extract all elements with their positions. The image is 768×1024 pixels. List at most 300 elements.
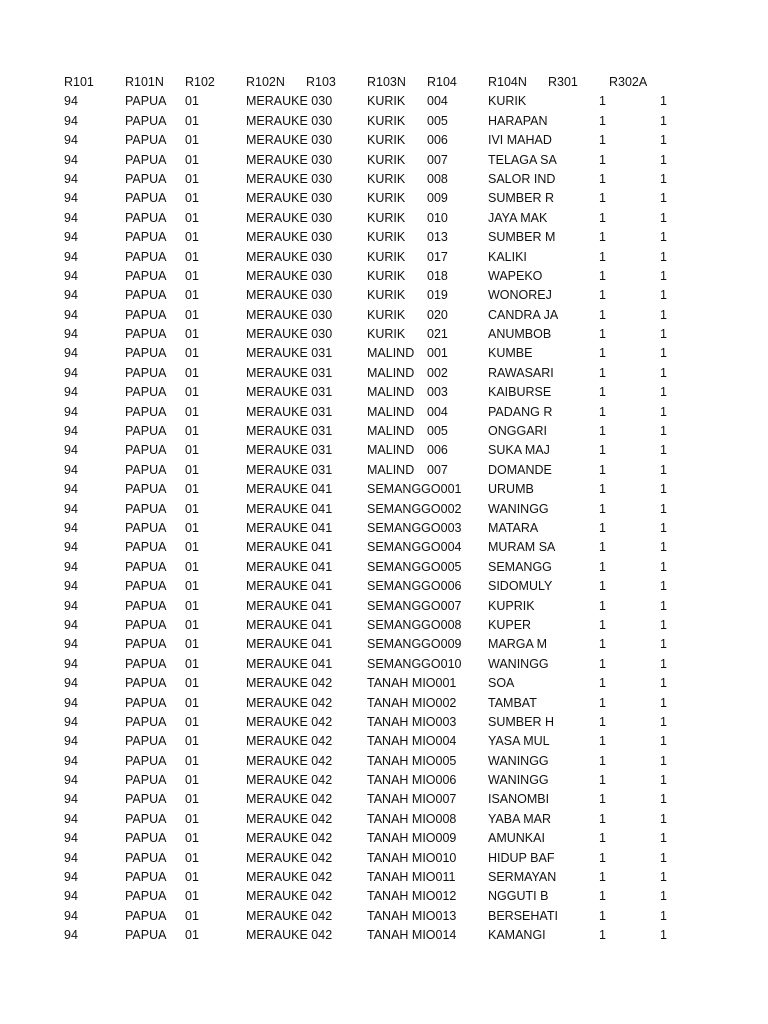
table-cell[interactable]: URUMB	[488, 482, 534, 497]
column-header[interactable]: R302A	[609, 75, 648, 89]
table-cell[interactable]: 1	[660, 637, 667, 652]
table-cell[interactable]: PAPUA	[125, 889, 167, 904]
table-cell[interactable]: PAPUA	[125, 424, 167, 439]
table-cell[interactable]: 1	[599, 346, 606, 361]
table-cell[interactable]: SEMANGGO007	[367, 598, 462, 613]
table-cell[interactable]: 1	[660, 714, 667, 729]
table-cell[interactable]: 1	[660, 424, 667, 439]
table-cell[interactable]: 94	[64, 753, 78, 768]
table-cell[interactable]: 021	[427, 327, 448, 342]
table-cell[interactable]: WANINGG	[488, 773, 549, 788]
table-cell[interactable]: 01	[185, 889, 199, 904]
table-cell[interactable]: KURIK	[367, 133, 406, 148]
table-cell[interactable]: 007	[427, 462, 448, 477]
table-cell[interactable]: 019	[427, 288, 448, 303]
table-cell[interactable]: 94	[64, 598, 78, 613]
table-cell[interactable]: 01	[185, 870, 199, 885]
table-cell[interactable]: 01	[185, 210, 199, 225]
table-cell[interactable]: 006	[427, 443, 448, 458]
table-cell[interactable]: PAPUA	[125, 870, 167, 885]
table-cell[interactable]: 01	[185, 811, 199, 826]
table-cell[interactable]: 005	[427, 113, 448, 128]
table-cell[interactable]: 01	[185, 831, 199, 846]
table-cell[interactable]: 94	[64, 327, 78, 342]
table-cell[interactable]: SEMANGGO005	[367, 559, 462, 574]
table-cell[interactable]: 1	[599, 579, 606, 594]
table-cell[interactable]: MERAUKE 041	[246, 637, 333, 652]
table-cell[interactable]: 01	[185, 579, 199, 594]
table-cell[interactable]: 1	[599, 327, 606, 342]
table-cell[interactable]: 94	[64, 617, 78, 632]
table-cell[interactable]: 1	[660, 113, 667, 128]
table-cell[interactable]: MERAUKE 030	[246, 152, 333, 167]
table-cell[interactable]: MERAUKE 031	[246, 385, 333, 400]
table-cell[interactable]: 94	[64, 210, 78, 225]
column-header[interactable]: R102N	[246, 75, 285, 89]
table-cell[interactable]: TANAH MIO007	[367, 792, 457, 807]
table-cell[interactable]: SUMBER M	[488, 230, 556, 245]
table-cell[interactable]: 01	[185, 288, 199, 303]
table-cell[interactable]: 001	[427, 346, 448, 361]
table-cell[interactable]: 1	[660, 210, 667, 225]
table-cell[interactable]: MALIND	[367, 346, 415, 361]
table-cell[interactable]: 94	[64, 870, 78, 885]
table-cell[interactable]: 013	[427, 230, 448, 245]
table-cell[interactable]: TANAH MIO003	[367, 714, 457, 729]
table-cell[interactable]: 94	[64, 288, 78, 303]
table-cell[interactable]: MATARA	[488, 520, 539, 535]
table-cell[interactable]: MERAUKE 031	[246, 443, 333, 458]
table-cell[interactable]: 1	[599, 714, 606, 729]
table-cell[interactable]: MERAUKE 031	[246, 424, 333, 439]
table-cell[interactable]: MERAUKE 030	[246, 210, 333, 225]
table-cell[interactable]: 1	[660, 889, 667, 904]
table-cell[interactable]: 1	[599, 152, 606, 167]
table-cell[interactable]: 004	[427, 404, 448, 419]
table-cell[interactable]: TANAH MIO005	[367, 753, 457, 768]
table-cell[interactable]: WAPEKO	[488, 268, 543, 283]
table-cell[interactable]: 1	[660, 734, 667, 749]
table-cell[interactable]: 1	[660, 540, 667, 555]
table-cell[interactable]: 002	[427, 365, 448, 380]
table-cell[interactable]: 1	[660, 792, 667, 807]
table-cell[interactable]: 1	[599, 462, 606, 477]
table-cell[interactable]: SEMANGGO003	[367, 520, 462, 535]
table-cell[interactable]: PAPUA	[125, 404, 167, 419]
table-cell[interactable]: PADANG R	[488, 404, 553, 419]
table-cell[interactable]: KUMBE	[488, 346, 533, 361]
table-cell[interactable]: 94	[64, 850, 78, 865]
table-cell[interactable]: 1	[599, 889, 606, 904]
table-cell[interactable]: 94	[64, 714, 78, 729]
table-cell[interactable]: PAPUA	[125, 831, 167, 846]
table-cell[interactable]: 01	[185, 637, 199, 652]
table-cell[interactable]: MARGA M	[488, 637, 548, 652]
table-cell[interactable]: 94	[64, 928, 78, 943]
table-cell[interactable]: 01	[185, 113, 199, 128]
table-cell[interactable]: 94	[64, 404, 78, 419]
table-cell[interactable]: 01	[185, 327, 199, 342]
table-cell[interactable]: TANAH MIO002	[367, 695, 457, 710]
table-cell[interactable]: CANDRA JA	[488, 307, 559, 322]
table-cell[interactable]: 003	[427, 385, 448, 400]
table-cell[interactable]: PAPUA	[125, 482, 167, 497]
table-cell[interactable]: 94	[64, 249, 78, 264]
table-cell[interactable]: HIDUP BAF	[488, 850, 555, 865]
table-cell[interactable]: 006	[427, 133, 448, 148]
table-cell[interactable]: MERAUKE 030	[246, 113, 333, 128]
table-cell[interactable]: PAPUA	[125, 327, 167, 342]
table-cell[interactable]: TANAH MIO006	[367, 773, 457, 788]
table-cell[interactable]: PAPUA	[125, 94, 167, 109]
table-cell[interactable]: WANINGG	[488, 501, 549, 516]
table-cell[interactable]: 1	[599, 850, 606, 865]
table-cell[interactable]: PAPUA	[125, 676, 167, 691]
table-cell[interactable]: 1	[660, 928, 667, 943]
table-cell[interactable]: PAPUA	[125, 230, 167, 245]
table-cell[interactable]: MERAUKE 030	[246, 249, 333, 264]
table-cell[interactable]: 1	[660, 230, 667, 245]
table-cell[interactable]: 1	[660, 908, 667, 923]
table-cell[interactable]: 1	[599, 656, 606, 671]
table-cell[interactable]: 1	[599, 870, 606, 885]
table-cell[interactable]: 1	[660, 831, 667, 846]
table-cell[interactable]: 1	[660, 773, 667, 788]
table-cell[interactable]: 01	[185, 152, 199, 167]
table-cell[interactable]: MALIND	[367, 443, 415, 458]
table-cell[interactable]: 1	[599, 695, 606, 710]
table-cell[interactable]: PAPUA	[125, 133, 167, 148]
table-cell[interactable]: PAPUA	[125, 346, 167, 361]
table-cell[interactable]: PAPUA	[125, 598, 167, 613]
table-cell[interactable]: 94	[64, 443, 78, 458]
table-cell[interactable]: 94	[64, 811, 78, 826]
table-cell[interactable]: 01	[185, 656, 199, 671]
table-cell[interactable]: 94	[64, 579, 78, 594]
table-cell[interactable]: PAPUA	[125, 462, 167, 477]
table-cell[interactable]: 94	[64, 462, 78, 477]
table-cell[interactable]: MERAUKE 042	[246, 831, 333, 846]
table-cell[interactable]: MALIND	[367, 404, 415, 419]
table-cell[interactable]: MERAUKE 030	[246, 327, 333, 342]
table-cell[interactable]: SEMANGGO001	[367, 482, 462, 497]
table-cell[interactable]: 009	[427, 191, 448, 206]
table-cell[interactable]: 1	[660, 133, 667, 148]
table-cell[interactable]: 01	[185, 850, 199, 865]
table-cell[interactable]: MERAUKE 030	[246, 307, 333, 322]
table-cell[interactable]: PAPUA	[125, 520, 167, 535]
table-cell[interactable]: ONGGARI	[488, 424, 548, 439]
table-cell[interactable]: PAPUA	[125, 811, 167, 826]
table-cell[interactable]: MERAUKE 031	[246, 346, 333, 361]
table-cell[interactable]: PAPUA	[125, 365, 167, 380]
table-cell[interactable]: TANAH MIO011	[367, 870, 456, 885]
table-cell[interactable]: 94	[64, 133, 78, 148]
table-cell[interactable]: 01	[185, 424, 199, 439]
table-cell[interactable]: 94	[64, 346, 78, 361]
table-cell[interactable]: ANUMBOB	[488, 327, 552, 342]
table-cell[interactable]: 01	[185, 385, 199, 400]
table-cell[interactable]: 010	[427, 210, 448, 225]
table-cell[interactable]: 1	[660, 753, 667, 768]
table-cell[interactable]: KURIK	[367, 152, 406, 167]
table-cell[interactable]: WONOREJ	[488, 288, 552, 303]
table-cell[interactable]: MERAUKE 042	[246, 695, 333, 710]
table-cell[interactable]: 008	[427, 171, 448, 186]
table-cell[interactable]: 1	[599, 288, 606, 303]
table-cell[interactable]: MERAUKE 041	[246, 540, 333, 555]
table-cell[interactable]: 1	[599, 249, 606, 264]
table-cell[interactable]: 94	[64, 385, 78, 400]
table-cell[interactable]: 94	[64, 482, 78, 497]
table-cell[interactable]: 01	[185, 346, 199, 361]
column-header[interactable]: R103	[306, 75, 336, 89]
table-cell[interactable]: MERAUKE 031	[246, 404, 333, 419]
table-cell[interactable]: 94	[64, 365, 78, 380]
table-cell[interactable]: KAMANGI	[488, 928, 546, 943]
column-header[interactable]: R101N	[125, 75, 164, 89]
table-cell[interactable]: MERAUKE 041	[246, 482, 333, 497]
table-cell[interactable]: 01	[185, 734, 199, 749]
table-cell[interactable]: 1	[599, 365, 606, 380]
table-cell[interactable]: 1	[660, 288, 667, 303]
table-cell[interactable]: MERAUKE 041	[246, 656, 333, 671]
table-cell[interactable]: 94	[64, 540, 78, 555]
table-cell[interactable]: KURIK	[367, 210, 406, 225]
table-cell[interactable]: 94	[64, 695, 78, 710]
table-cell[interactable]: MERAUKE 041	[246, 520, 333, 535]
table-cell[interactable]: 01	[185, 695, 199, 710]
table-cell[interactable]: 1	[660, 327, 667, 342]
table-cell[interactable]: 01	[185, 482, 199, 497]
table-cell[interactable]: YABA MAR	[488, 811, 551, 826]
table-cell[interactable]: 1	[599, 424, 606, 439]
table-cell[interactable]: MERAUKE 042	[246, 908, 333, 923]
table-cell[interactable]: MERAUKE 042	[246, 870, 333, 885]
table-cell[interactable]: KURIK	[367, 191, 406, 206]
table-cell[interactable]: MERAUKE 030	[246, 230, 333, 245]
table-cell[interactable]: 1	[660, 617, 667, 632]
table-cell[interactable]: 1	[660, 520, 667, 535]
table-cell[interactable]: 01	[185, 94, 199, 109]
table-cell[interactable]: 1	[660, 249, 667, 264]
table-cell[interactable]: SEMANGGO002	[367, 501, 462, 516]
table-cell[interactable]: MERAUKE 042	[246, 811, 333, 826]
table-cell[interactable]: 94	[64, 637, 78, 652]
table-cell[interactable]: 1	[599, 811, 606, 826]
table-cell[interactable]: 1	[660, 695, 667, 710]
table-cell[interactable]: PAPUA	[125, 617, 167, 632]
table-cell[interactable]: KUPER	[488, 617, 532, 632]
table-cell[interactable]: MERAUKE 041	[246, 598, 333, 613]
table-cell[interactable]: MERAUKE 030	[246, 171, 333, 186]
table-cell[interactable]: TANAH MIO009	[367, 831, 457, 846]
table-cell[interactable]: HARAPAN	[488, 113, 548, 128]
table-cell[interactable]: KURIK	[367, 268, 406, 283]
table-cell[interactable]: MERAUKE 030	[246, 191, 333, 206]
table-cell[interactable]: 1	[660, 501, 667, 516]
table-cell[interactable]: 1	[599, 792, 606, 807]
table-cell[interactable]: SUMBER H	[488, 714, 554, 729]
table-cell[interactable]: KURIK	[367, 113, 406, 128]
table-cell[interactable]: SEMANGGO009	[367, 637, 462, 652]
table-cell[interactable]: YASA MUL	[488, 734, 550, 749]
table-cell[interactable]: 01	[185, 365, 199, 380]
table-cell[interactable]: 94	[64, 773, 78, 788]
table-cell[interactable]: 1	[599, 443, 606, 458]
table-cell[interactable]: PAPUA	[125, 307, 167, 322]
table-cell[interactable]: 1	[599, 482, 606, 497]
table-cell[interactable]: 1	[599, 210, 606, 225]
table-cell[interactable]: 1	[660, 850, 667, 865]
table-cell[interactable]: 1	[599, 171, 606, 186]
table-cell[interactable]: 94	[64, 152, 78, 167]
table-cell[interactable]: 1	[599, 230, 606, 245]
table-cell[interactable]: 94	[64, 113, 78, 128]
table-cell[interactable]: TANAH MIO012	[367, 889, 457, 904]
table-cell[interactable]: 1	[660, 404, 667, 419]
table-cell[interactable]: 01	[185, 520, 199, 535]
table-cell[interactable]: MERAUKE 041	[246, 559, 333, 574]
table-cell[interactable]: TANAH MIO014	[367, 928, 457, 943]
table-cell[interactable]: 94	[64, 501, 78, 516]
table-cell[interactable]: 1	[660, 676, 667, 691]
table-cell[interactable]: 01	[185, 191, 199, 206]
table-cell[interactable]: 01	[185, 773, 199, 788]
table-cell[interactable]: 01	[185, 753, 199, 768]
table-cell[interactable]: MALIND	[367, 462, 415, 477]
table-cell[interactable]: BERSEHATI	[488, 908, 558, 923]
table-cell[interactable]: 01	[185, 676, 199, 691]
table-cell[interactable]: MALIND	[367, 365, 415, 380]
table-cell[interactable]: MERAUKE 030	[246, 288, 333, 303]
table-cell[interactable]: 94	[64, 831, 78, 846]
table-cell[interactable]: TANAH MIO013	[367, 908, 457, 923]
table-cell[interactable]: PAPUA	[125, 773, 167, 788]
table-cell[interactable]: PAPUA	[125, 152, 167, 167]
table-cell[interactable]: 01	[185, 443, 199, 458]
table-cell[interactable]: 1	[599, 598, 606, 613]
table-cell[interactable]: PAPUA	[125, 171, 167, 186]
table-cell[interactable]: KURIK	[488, 94, 527, 109]
table-cell[interactable]: MERAUKE 041	[246, 579, 333, 594]
table-cell[interactable]: 1	[660, 365, 667, 380]
table-cell[interactable]: 01	[185, 404, 199, 419]
table-cell[interactable]: ISANOMBI	[488, 792, 550, 807]
table-cell[interactable]: TANAH MIO001	[367, 676, 457, 691]
table-cell[interactable]: 94	[64, 307, 78, 322]
table-cell[interactable]: 1	[599, 753, 606, 768]
table-cell[interactable]: 01	[185, 928, 199, 943]
table-cell[interactable]: 1	[599, 404, 606, 419]
table-cell[interactable]: 020	[427, 307, 448, 322]
table-cell[interactable]: 94	[64, 171, 78, 186]
table-cell[interactable]: PAPUA	[125, 540, 167, 555]
table-cell[interactable]: JAYA MAK	[488, 210, 548, 225]
table-cell[interactable]: 1	[599, 617, 606, 632]
column-header[interactable]: R301	[548, 75, 578, 89]
table-cell[interactable]: KURIK	[367, 327, 406, 342]
table-cell[interactable]: 1	[599, 191, 606, 206]
table-cell[interactable]: 1	[599, 268, 606, 283]
table-cell[interactable]: MALIND	[367, 385, 415, 400]
table-cell[interactable]: 1	[599, 501, 606, 516]
table-cell[interactable]: 1	[660, 559, 667, 574]
table-cell[interactable]: 1	[660, 579, 667, 594]
table-cell[interactable]: 1	[660, 191, 667, 206]
table-cell[interactable]: 1	[599, 734, 606, 749]
table-cell[interactable]: 1	[660, 462, 667, 477]
table-cell[interactable]: PAPUA	[125, 734, 167, 749]
table-cell[interactable]: 01	[185, 540, 199, 555]
table-cell[interactable]: 01	[185, 307, 199, 322]
table-cell[interactable]: PAPUA	[125, 579, 167, 594]
table-cell[interactable]: PAPUA	[125, 191, 167, 206]
table-cell[interactable]: 017	[427, 249, 448, 264]
table-cell[interactable]: KURIK	[367, 288, 406, 303]
table-cell[interactable]: 01	[185, 171, 199, 186]
table-cell[interactable]: IVI MAHAD	[488, 133, 552, 148]
table-cell[interactable]: 1	[599, 385, 606, 400]
table-cell[interactable]: SUKA MAJ	[488, 443, 550, 458]
table-cell[interactable]: 1	[660, 443, 667, 458]
table-cell[interactable]: PAPUA	[125, 637, 167, 652]
table-cell[interactable]: 94	[64, 94, 78, 109]
table-cell[interactable]: SIDOMULY	[488, 579, 553, 594]
table-cell[interactable]: PAPUA	[125, 113, 167, 128]
table-cell[interactable]: 1	[660, 385, 667, 400]
table-cell[interactable]: 1	[599, 831, 606, 846]
table-cell[interactable]: 1	[660, 811, 667, 826]
table-cell[interactable]: PAPUA	[125, 385, 167, 400]
table-cell[interactable]: MERAUKE 042	[246, 714, 333, 729]
table-cell[interactable]: 1	[660, 268, 667, 283]
table-cell[interactable]: PAPUA	[125, 695, 167, 710]
table-cell[interactable]: PAPUA	[125, 753, 167, 768]
table-cell[interactable]: 1	[599, 94, 606, 109]
table-cell[interactable]: MURAM SA	[488, 540, 556, 555]
table-cell[interactable]: WANINGG	[488, 656, 549, 671]
table-cell[interactable]: 94	[64, 268, 78, 283]
table-cell[interactable]: 1	[660, 307, 667, 322]
table-cell[interactable]: 94	[64, 424, 78, 439]
table-cell[interactable]: 1	[660, 171, 667, 186]
table-cell[interactable]: SOA	[488, 676, 515, 691]
table-cell[interactable]: 01	[185, 133, 199, 148]
table-cell[interactable]: AMUNKAI	[488, 831, 545, 846]
table-cell[interactable]: 94	[64, 520, 78, 535]
table-cell[interactable]: KURIK	[367, 249, 406, 264]
table-cell[interactable]: PAPUA	[125, 268, 167, 283]
table-cell[interactable]: MERAUKE 042	[246, 889, 333, 904]
table-cell[interactable]: 1	[599, 928, 606, 943]
table-cell[interactable]: 01	[185, 501, 199, 516]
table-cell[interactable]: MERAUKE 031	[246, 462, 333, 477]
table-cell[interactable]: MERAUKE 042	[246, 734, 333, 749]
table-cell[interactable]: PAPUA	[125, 908, 167, 923]
table-cell[interactable]: PAPUA	[125, 714, 167, 729]
table-cell[interactable]: 004	[427, 94, 448, 109]
table-cell[interactable]: KURIK	[367, 230, 406, 245]
column-header[interactable]: R101	[64, 75, 94, 89]
table-cell[interactable]: 1	[660, 152, 667, 167]
table-cell[interactable]: PAPUA	[125, 249, 167, 264]
table-cell[interactable]: MERAUKE 041	[246, 617, 333, 632]
table-cell[interactable]: KURIK	[367, 171, 406, 186]
table-cell[interactable]: PAPUA	[125, 288, 167, 303]
table-cell[interactable]: 01	[185, 249, 199, 264]
table-cell[interactable]: 94	[64, 230, 78, 245]
